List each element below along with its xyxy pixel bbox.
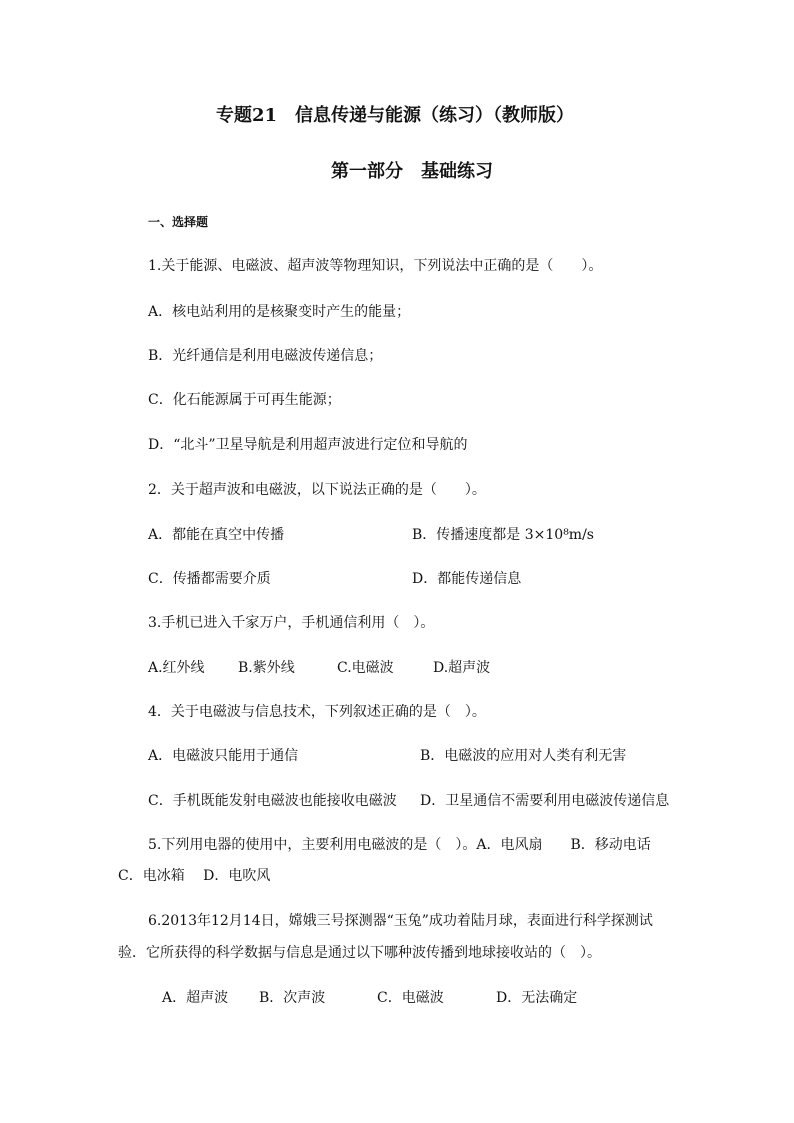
question-1-option-d: D．“北斗”卫星导航是利用超声波进行定位和导航的 [148,437,468,453]
document-title: 专题21 信息传递与能源（练习）（教师版） [216,105,575,126]
question-1-option-c: C．化石能源属于可再生能源； [148,392,341,408]
question-6-stem-line-1: 6.2013年12月14日，嫦娥三号探测器“玉兔”成功着陆月球，表面进行科学探测试 [148,913,653,929]
question-2-option-a: A．都能在真空中传播 [148,527,285,543]
question-2-option-c: C．传播都需要介质 [148,571,271,587]
part-title: 第一部分 基础练习 [331,161,493,182]
question-6-option-c: C．电磁波 [377,990,444,1006]
question-4-option-b: B．电磁波的应用对人类有利无害 [420,748,627,764]
question-3-option-c: C.电磁波 [337,660,394,676]
question-6-stem-line-2: 验．它所获得的科学数据与信息是通过以下哪种波传播到地球接收站的（ ）。 [118,945,601,961]
question-2-option-b: B．传播速度都是 3×10⁸m/s [412,527,594,543]
question-3-option-a: A.红外线 [148,660,205,676]
question-3-option-b: B.紫外线 [238,660,295,676]
question-4-option-a: A．电磁波只能用于通信 [148,748,299,764]
question-3-option-d: D.超声波 [433,660,491,676]
question-2-stem: 2．关于超声波和电磁波，以下说法正确的是（ ）。 [148,482,486,498]
question-5-stem-line-1: 5.下列用电器的使用中，主要利用电磁波的是（ ）。A．电风扇 B．移动电话 [148,837,651,853]
question-3-stem: 3.手机已进入千家万户，手机通信利用（ ）。 [148,615,435,631]
question-1-option-a: A．核电站利用的是核聚变时产生的能量； [148,304,411,320]
question-1-option-b: B．光纤通信是利用电磁波传递信息； [148,348,383,364]
question-4-option-d: D．卫星通信不需要利用电磁波传递信息 [420,793,670,809]
question-4-stem: 4．关于电磁波与信息技术，下列叙述正确的是（ ）。 [148,704,486,720]
question-6-option-b: B．次声波 [259,990,326,1006]
question-6-option-d: D．无法确定 [496,990,578,1006]
question-4-option-c: C．手机既能发射电磁波也能接收电磁波 [148,793,397,809]
question-1-stem: 1.关于能源、电磁波、超声波等物理知识，下列说法中正确的是（ ）。 [148,258,603,274]
question-6-option-a: A．超声波 [162,990,229,1006]
question-5-stem-line-2: C．电冰箱 D．电吹风 [118,868,271,884]
question-2-option-d: D．都能传递信息 [412,571,522,587]
section-heading: 一、选择题 [148,215,209,229]
